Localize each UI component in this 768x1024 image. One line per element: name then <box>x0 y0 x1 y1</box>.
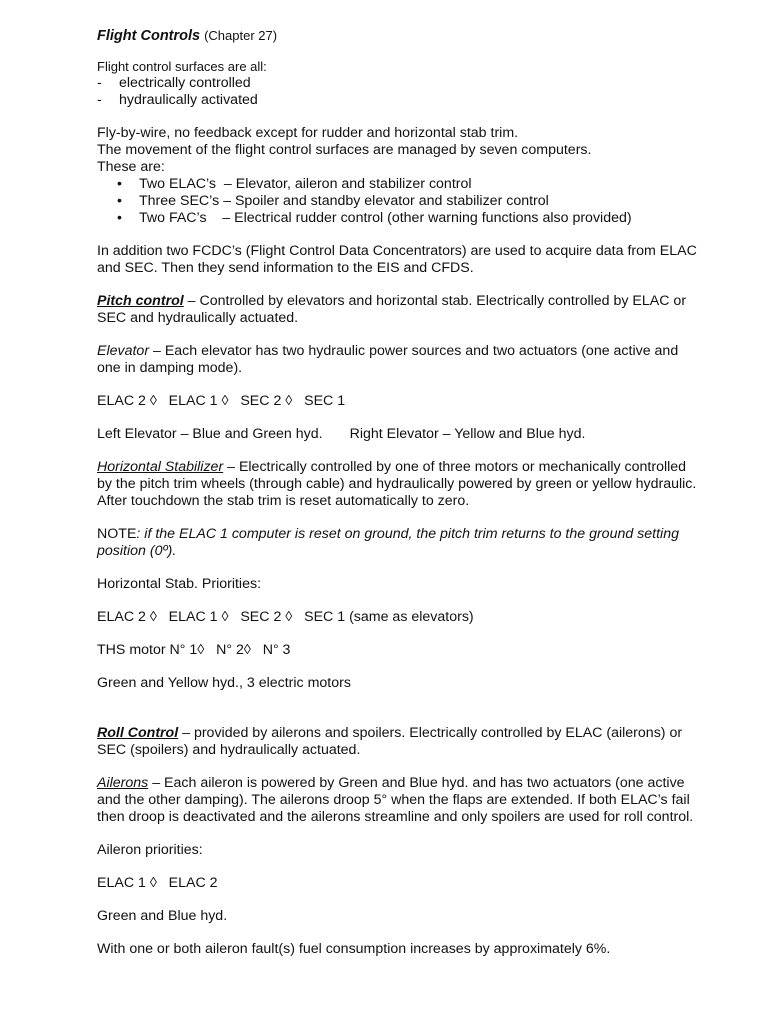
roll-control-paragraph: Roll Control – provided by ailerons and spoilers. Electrically controlled by ELAC (ailerons) or SEC (spoilers) and hydraulically actuated. <box>97 725 683 758</box>
aileron-power: Green and Blue hyd. <box>97 908 228 924</box>
aileron-priorities-label: Aileron priorities: <box>97 842 203 858</box>
aileron-priority: ELAC 1 ◊ ELAC 2 <box>97 875 218 891</box>
elevator-paragraph: Elevator – Each elevator has two hydraulic power sources and two actuators (one active and one in damping mode). <box>97 343 679 376</box>
intro-lead: Flight control surfaces are all: <box>97 59 267 74</box>
list-item: - electrically controlled <box>97 75 251 91</box>
pitch-control-heading: Pitch control <box>97 293 184 309</box>
ths-motors: THS motor N° 1◊ N° 2◊ N° 3 <box>97 642 291 658</box>
fcdc-paragraph: In addition two FCDC’s (Flight Control Data Concentrators) are used to acquire data from ELAC and SEC. Then they send information to the EIS and CFDS. <box>97 243 697 276</box>
elevator-hydraulics: Left Elevator – Blue and Green hyd. Right Elevator – Yellow and Blue hyd. <box>97 426 586 442</box>
elevator-heading: Elevator <box>97 343 150 359</box>
page-title-line <box>97 27 697 45</box>
list-item: - hydraulically activated <box>97 92 258 108</box>
bullet-marker: • <box>117 176 122 192</box>
bullet-marker: • <box>117 193 122 209</box>
stabilizer-power: Green and Yellow hyd., 3 electric motors <box>97 675 351 691</box>
ailerons-paragraph: Ailerons – Each aileron is powered by Green and Blue hyd. and has two actuators (one active and the other damping). The ailerons droop 5° when the flaps are extended. If both ELAC’s fail then droop is deactivated and the ailerons streamline and only spoilers are used for roll control. <box>97 775 694 825</box>
page-title: Flight Controls <box>97 28 201 44</box>
fbw-line-2: The movement of the flight control surfaces are managed by seven computers. <box>97 142 592 158</box>
dash-marker: - <box>97 75 102 91</box>
list-item: • Three SEC’s – Spoiler and standby elevator and stabilizer control <box>117 193 549 209</box>
chapter-label: (Chapter 27) <box>204 28 278 43</box>
pitch-control-paragraph: Pitch control – Controlled by elevators and horizontal stab. Electrically controlled by ELAC or SEC and hydraulically actuated. <box>97 293 687 326</box>
document-page <box>97 27 697 958</box>
fbw-line-3: These are: <box>97 159 165 175</box>
ailerons-heading: Ailerons <box>97 775 149 791</box>
intro-list <box>97 75 697 109</box>
stabilizer-note: NOTE: if the ELAC 1 computer is reset on ground, the pitch trim returns to the ground setting position (0º). <box>97 526 679 559</box>
fbw-line-1: Fly-by-wire, no feedback except for rudder and horizontal stab trim. <box>97 125 519 141</box>
dash-marker: - <box>97 92 102 108</box>
roll-control-heading: Roll Control <box>97 725 179 741</box>
elevator-priority: ELAC 2 ◊ ELAC 1 ◊ SEC 2 ◊ SEC 1 <box>97 393 346 409</box>
list-item: • Two ELAC’s – Elevator, aileron and stabilizer control <box>117 176 472 192</box>
stabilizer-paragraph: Horizontal Stabilizer – Electrically controlled by one of three motors or mechanically controlled by the pitch trim wheels (through cable) and hydraulically powered by green or yellow hydraulic. After touchdown the stab trim is reset automatically to zero. <box>97 459 697 509</box>
computer-list <box>97 176 697 227</box>
stabilizer-priorities-label: Horizontal Stab. Priorities: <box>97 576 262 592</box>
stabilizer-heading: Horizontal Stabilizer <box>97 459 224 475</box>
aileron-fault-note: With one or both aileron fault(s) fuel consumption increases by approximately 6%. <box>97 941 611 957</box>
list-item: • Two FAC’s – Electrical rudder control (other warning functions also provided) <box>117 210 632 226</box>
note-label: NOTE <box>97 526 137 542</box>
bullet-marker: • <box>117 210 122 226</box>
stabilizer-priority: ELAC 2 ◊ ELAC 1 ◊ SEC 2 ◊ SEC 1 (same as elevators) <box>97 609 474 625</box>
